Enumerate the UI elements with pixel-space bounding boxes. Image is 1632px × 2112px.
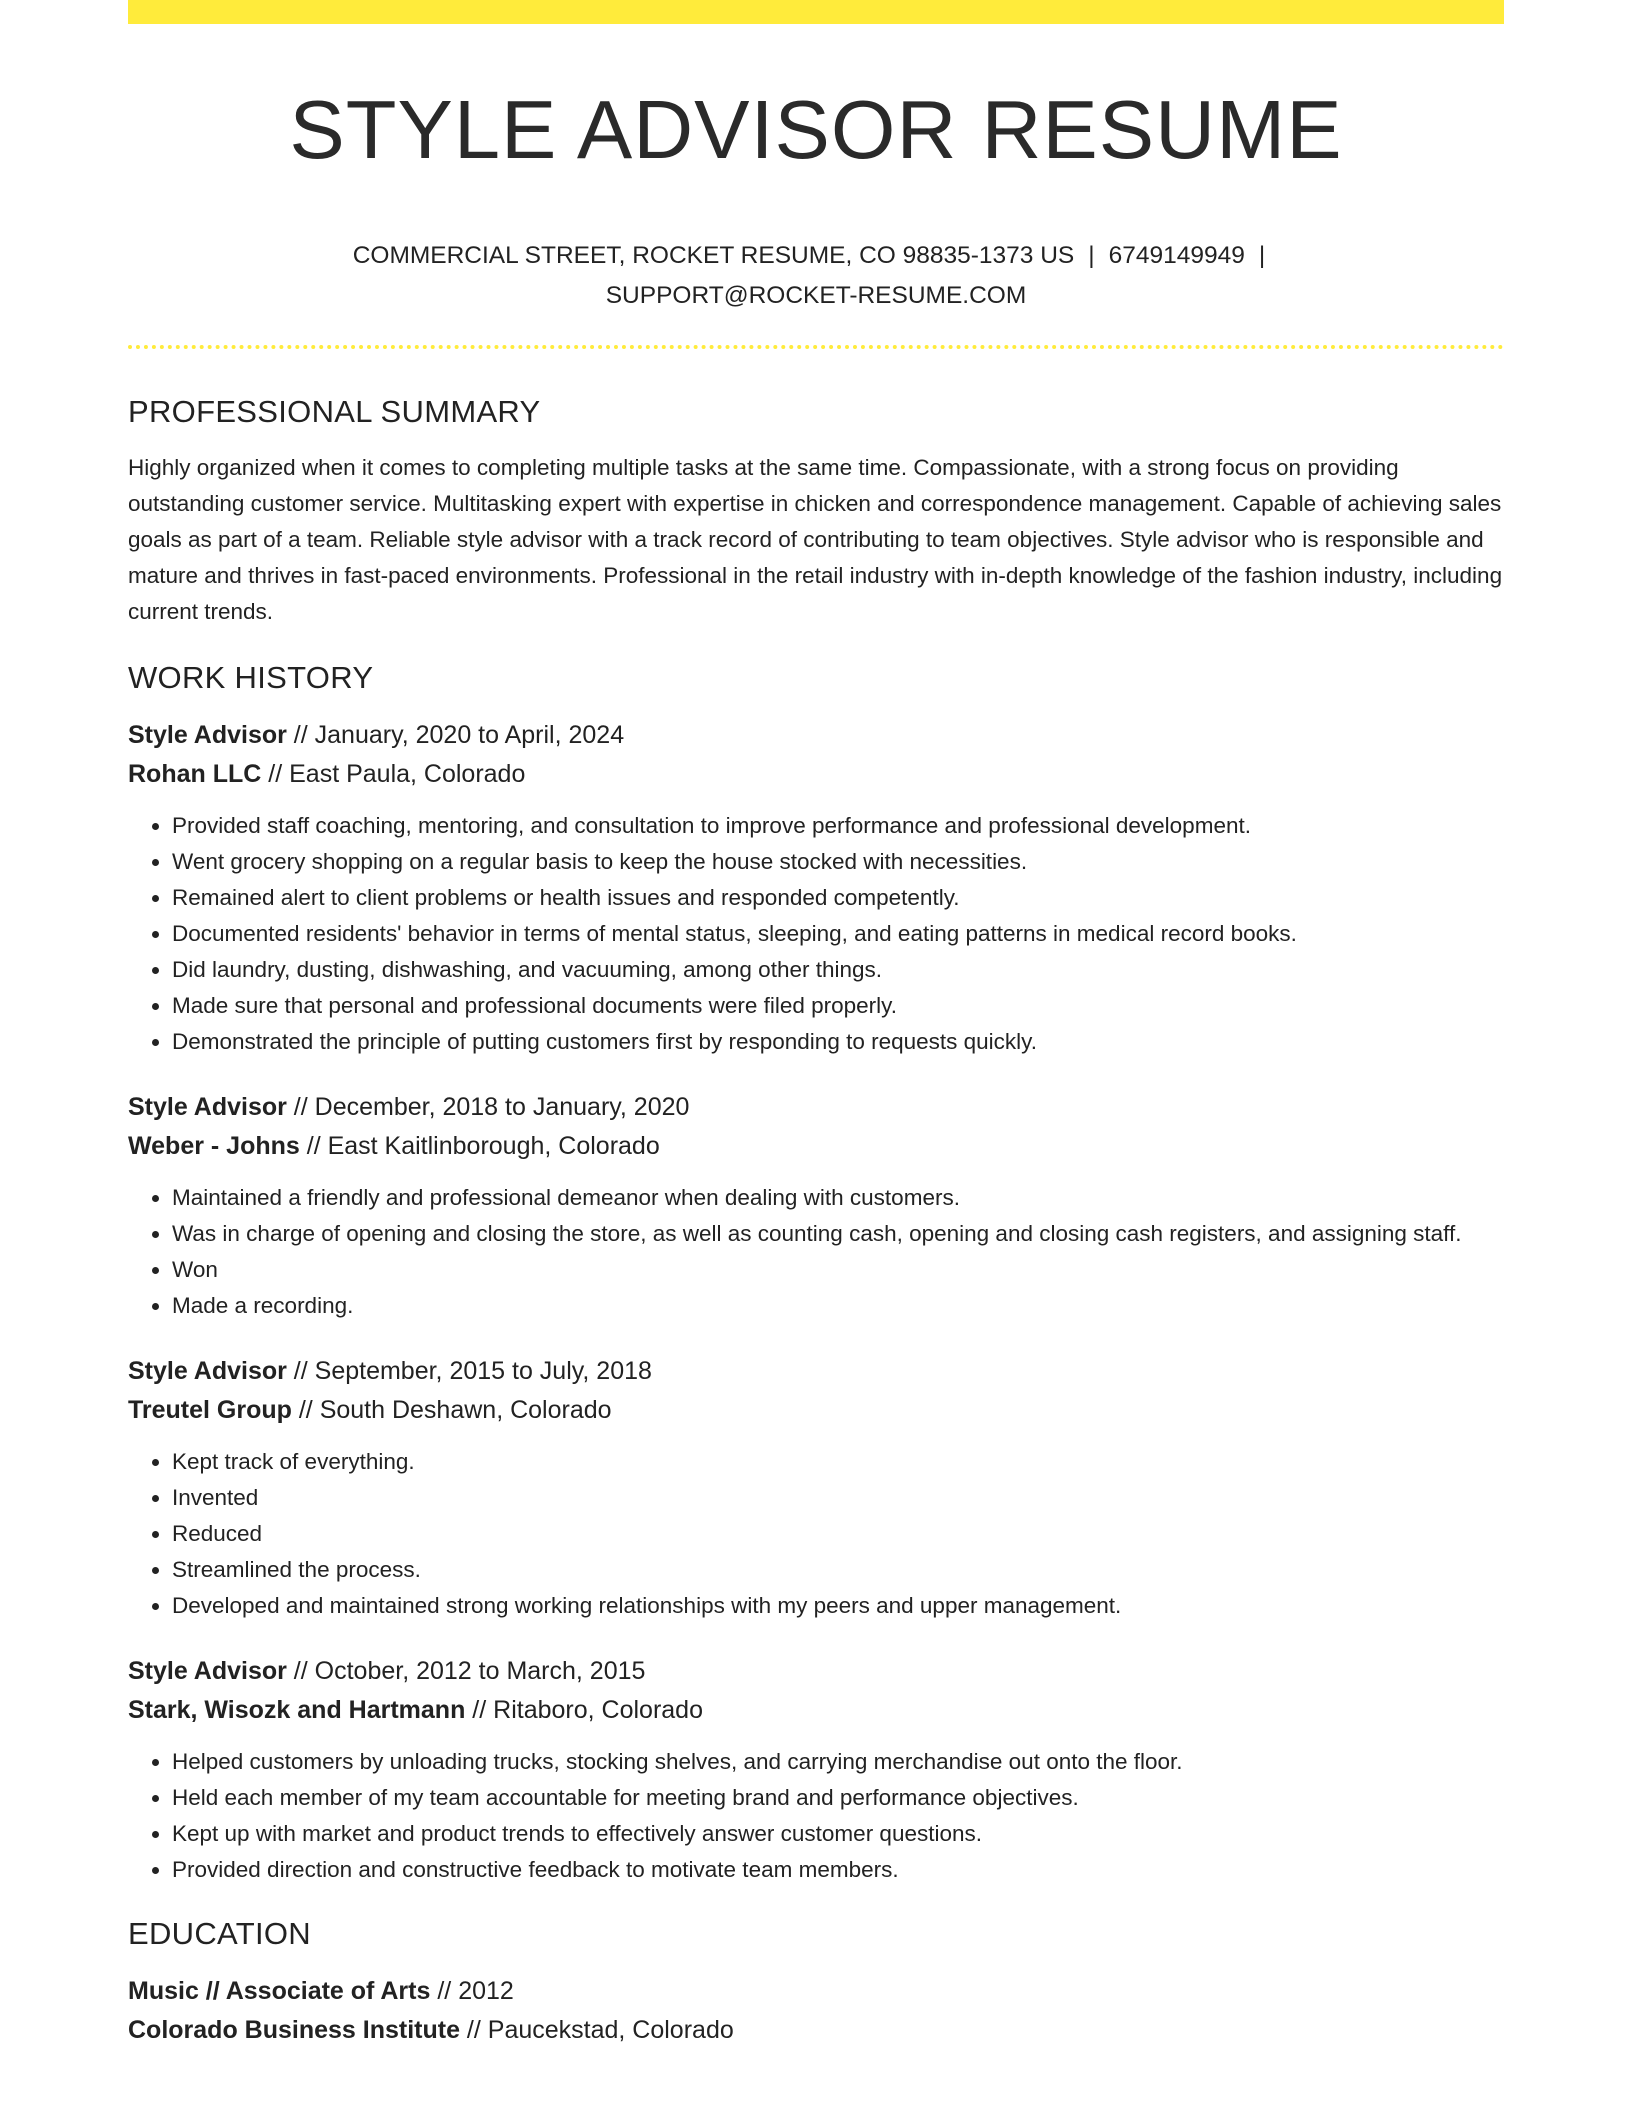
summary-section bbox=[128, 392, 1504, 630]
job-dates: // January, 2020 to April, 2024 bbox=[286, 721, 625, 749]
job-bullet-list bbox=[128, 1744, 1504, 1888]
job-entry bbox=[128, 1352, 1504, 1624]
job-entry bbox=[128, 1088, 1504, 1324]
job-list bbox=[128, 716, 1504, 1888]
education-year: // 2012 bbox=[430, 1977, 514, 2005]
job-title: Style Advisor bbox=[128, 1093, 287, 1121]
contact-separator: | bbox=[1258, 242, 1266, 269]
job-title: Style Advisor bbox=[128, 1657, 287, 1685]
work-history-heading: WORK HISTORY bbox=[128, 660, 374, 695]
job-bullet-list bbox=[128, 1444, 1504, 1624]
contact-line-1 bbox=[128, 236, 1504, 276]
job-bullet: • Made sure that personal and professional documents were filed properly. bbox=[172, 988, 1504, 1024]
job-company-line bbox=[128, 1391, 1504, 1430]
job-title: Style Advisor bbox=[128, 721, 287, 749]
job-bullet: • Remained alert to client problems or health issues and responded competently. bbox=[172, 880, 1504, 916]
job-bullet: • Did laundry, dusting, dishwashing, and vacuuming, among other things. bbox=[172, 952, 1504, 988]
job-company: Weber - Johns bbox=[128, 1132, 300, 1160]
job-bullet-list bbox=[128, 1180, 1504, 1324]
job-bullet: • Invented bbox=[172, 1480, 1504, 1516]
work-history-section bbox=[128, 658, 1504, 1888]
job-company-line bbox=[128, 1127, 1504, 1166]
education-heading: EDUCATION bbox=[128, 1916, 311, 1951]
job-location: // Ritaboro, Colorado bbox=[465, 1696, 703, 1724]
job-bullet: • Won bbox=[172, 1252, 1504, 1288]
contact-email: SUPPORT@ROCKET-RESUME.COM bbox=[605, 282, 1027, 309]
contact-phone: 6749149949 bbox=[1108, 242, 1245, 269]
job-bullet: • Helped customers by unloading trucks, stocking shelves, and carrying merchandise out onto the floor. bbox=[172, 1744, 1504, 1780]
education-section bbox=[128, 1914, 1504, 2050]
job-bullet: • Made a recording. bbox=[172, 1288, 1504, 1324]
job-location: // East Kaitlinborough, Colorado bbox=[299, 1132, 660, 1160]
job-company-line bbox=[128, 1691, 1504, 1730]
job-title-line bbox=[128, 1088, 1504, 1127]
job-dates: // October, 2012 to March, 2015 bbox=[286, 1657, 646, 1685]
resume-content bbox=[128, 392, 1504, 2050]
contact-info bbox=[128, 236, 1504, 316]
job-bullet: • Provided staff coaching, mentoring, and consultation to improve performance and professional development. bbox=[172, 808, 1504, 844]
job-title-line bbox=[128, 716, 1504, 755]
job-bullet: • Developed and maintained strong working relationships with my peers and upper management. bbox=[172, 1588, 1504, 1624]
education-entry bbox=[128, 1972, 1504, 2050]
resume-title: STYLE ADVISOR RESUME bbox=[289, 83, 1343, 176]
education-degree-line bbox=[128, 1972, 1504, 2011]
job-dates: // September, 2015 to July, 2018 bbox=[286, 1357, 652, 1385]
job-entry bbox=[128, 716, 1504, 1060]
job-bullet: • Provided direction and constructive feedback to motivate team members. bbox=[172, 1852, 1504, 1888]
contact-line-2 bbox=[128, 276, 1504, 316]
education-list bbox=[128, 1972, 1504, 2050]
job-bullet: • Maintained a friendly and professional demeanor when dealing with customers. bbox=[172, 1180, 1504, 1216]
summary-text: Highly organized when it comes to completing multiple tasks at the same time. Compassionate, with a strong focus on providing outstanding customer service. Multitasking expert with expertise in chicken and correspondence management. Capable of achieving sales goals as part of a team. Reliable style advisor with a track record of contributing to team objectives. Style advisor who is responsible and mature and thrives in fast-paced environments. Professional in the retail industry with in-depth knowledge of the fashion industry, including current trends. bbox=[128, 455, 1503, 624]
job-bullet-list bbox=[128, 808, 1504, 1060]
job-bullet: • Held each member of my team accountable for meeting brand and performance objectives. bbox=[172, 1780, 1504, 1816]
job-bullet: • Kept up with market and product trends to effectively answer customer questions. bbox=[172, 1816, 1504, 1852]
job-entry bbox=[128, 1652, 1504, 1888]
job-company-line bbox=[128, 755, 1504, 794]
education-school-line bbox=[128, 2011, 1504, 2050]
job-bullet: • Reduced bbox=[172, 1516, 1504, 1552]
resume-page bbox=[128, 0, 1504, 2112]
header-divider bbox=[128, 345, 1504, 349]
job-location: // East Paula, Colorado bbox=[261, 760, 526, 788]
job-title-line bbox=[128, 1352, 1504, 1391]
job-title-line bbox=[128, 1652, 1504, 1691]
contact-separator: | bbox=[1088, 242, 1095, 269]
contact-address: COMMERCIAL STREET, ROCKET RESUME, CO 98835-1373 US bbox=[352, 242, 1075, 269]
education-school: Colorado Business Institute bbox=[128, 2016, 460, 2044]
job-title: Style Advisor bbox=[128, 1357, 287, 1385]
job-bullet: • Documented residents' behavior in terms of mental status, sleeping, and eating patterns in medical record books. bbox=[172, 916, 1504, 952]
accent-top-bar bbox=[128, 0, 1504, 24]
job-bullet: • Was in charge of opening and closing the store, as well as counting cash, opening and closing cash registers, and assigning staff. bbox=[172, 1216, 1504, 1252]
job-dates: // December, 2018 to January, 2020 bbox=[286, 1093, 690, 1121]
education-location: // Paucekstad, Colorado bbox=[459, 2016, 734, 2044]
job-company: Rohan LLC bbox=[128, 760, 262, 788]
job-bullet: • Streamlined the process. bbox=[172, 1552, 1504, 1588]
education-degree: Music // Associate of Arts bbox=[128, 1977, 431, 2005]
job-bullet: • Kept track of everything. bbox=[172, 1444, 1504, 1480]
job-location: // South Deshawn, Colorado bbox=[291, 1396, 612, 1424]
job-company: Treutel Group bbox=[128, 1396, 292, 1424]
job-company: Stark, Wisozk and Hartmann bbox=[128, 1696, 466, 1724]
job-bullet: • Went grocery shopping on a regular basis to keep the house stocked with necessities. bbox=[172, 844, 1504, 880]
job-bullet: • Demonstrated the principle of putting customers first by responding to requests quickly. bbox=[172, 1024, 1504, 1060]
summary-heading: PROFESSIONAL SUMMARY bbox=[128, 394, 541, 429]
